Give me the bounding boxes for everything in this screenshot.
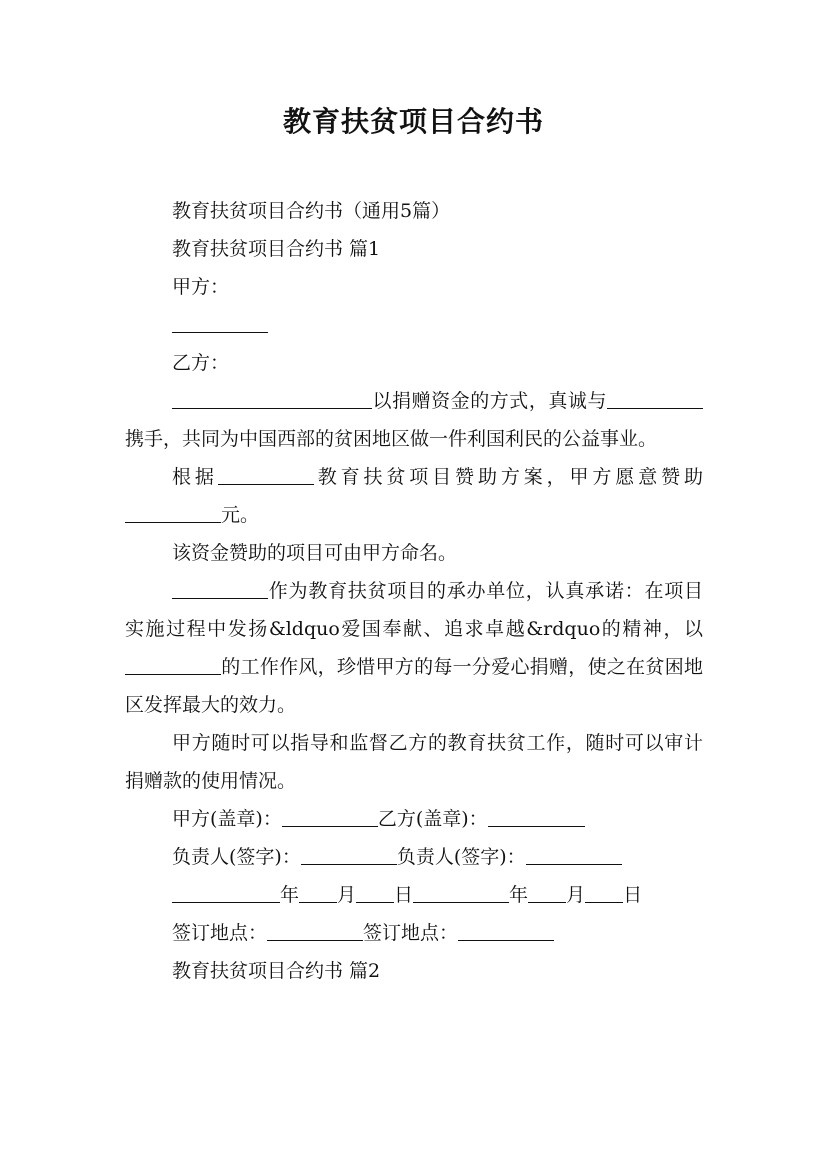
organizer-blank — [172, 578, 268, 599]
party-a-location-blank — [267, 920, 363, 941]
party-a-location-label: 签订地点： — [172, 922, 268, 944]
party-b-seal-label: 乙方(盖章)： — [377, 808, 488, 830]
partner-blank — [607, 388, 703, 409]
party-a-label: 甲方： — [172, 276, 230, 298]
party-a-seal-blank — [282, 806, 378, 827]
commitment-text-b: 的工作作风，珍惜甲方的每一分爱心捐赠，使之在贫困地区发挥最大的效力。 — [125, 656, 703, 716]
party-a-month-blank — [299, 882, 337, 903]
party-a-year-blank — [172, 882, 280, 903]
plan-blank — [218, 464, 314, 485]
supervision-paragraph: 甲方随时可以指导和监督乙方的教育扶贫工作，随时可以审计捐赠款的使用情况。 — [125, 732, 703, 792]
donor-blank — [172, 388, 372, 409]
location-line — [125, 914, 703, 952]
donation-text-b: 携手，共同为中国西部的贫困地区做一件利国利民的公益事业。 — [125, 428, 658, 450]
section-heading-2: 教育扶贫项目合约书 篇2 — [172, 960, 381, 982]
section-heading-1: 教育扶贫项目合约书 篇1 — [172, 238, 381, 260]
donation-paragraph — [125, 382, 703, 458]
seal-line — [125, 800, 703, 838]
naming-paragraph: 该资金赞助的项目可由甲方命名。 — [172, 542, 458, 564]
sponsorship-text-c: 元。 — [221, 504, 260, 526]
party-a-day-label: 日 — [394, 884, 414, 906]
party-b-signature-blank — [526, 844, 622, 865]
work-style-blank — [125, 654, 221, 675]
commitment-text-a: 作为教育扶贫项目的承办单位，认真承诺：在项目实施过程中发扬&ldquo爱国奉献、追求卓越&rdquo的精神，以 — [125, 580, 703, 640]
party-b-location-blank — [458, 920, 554, 941]
signature-line — [125, 838, 703, 876]
party-a-day-blank — [356, 882, 394, 903]
party-b-year-blank — [413, 882, 509, 903]
party-b-year-label: 年 — [509, 884, 529, 906]
party-b-month-blank — [528, 882, 566, 903]
party-a-blank-line — [125, 306, 703, 344]
party-b-day-blank — [585, 882, 623, 903]
party-a-seal-label: 甲方(盖章)： — [172, 808, 282, 830]
collection-heading: 教育扶贫项目合约书（通用5篇） — [172, 200, 451, 222]
sponsorship-paragraph — [125, 458, 703, 534]
party-a-month-label: 月 — [337, 884, 357, 906]
party-b-label: 乙方： — [172, 352, 230, 374]
document-title: 教育扶贫项目合约书 — [282, 105, 544, 138]
date-line — [125, 876, 703, 914]
party-a-signature-blank — [301, 844, 397, 865]
party-b-month-label: 月 — [566, 884, 586, 906]
party-b-seal-blank — [488, 806, 585, 827]
amount-blank — [125, 502, 221, 523]
party-a-year-label: 年 — [280, 884, 300, 906]
party-a-signature-label: 负责人(签字)： — [172, 846, 301, 868]
sponsorship-text-a: 根据 — [172, 466, 218, 488]
document-body — [125, 192, 703, 990]
party-a-blank — [172, 312, 268, 333]
sponsorship-text-b: 教育扶贫项目赞助方案，甲方愿意赞助 — [313, 466, 703, 488]
donation-text-a: 以捐赠资金的方式，真诚与 — [372, 390, 607, 412]
commitment-paragraph — [125, 572, 703, 724]
party-b-signature-label: 负责人(签字)： — [396, 846, 526, 868]
party-b-day-label: 日 — [623, 884, 643, 906]
party-b-location-label: 签订地点： — [363, 922, 459, 944]
